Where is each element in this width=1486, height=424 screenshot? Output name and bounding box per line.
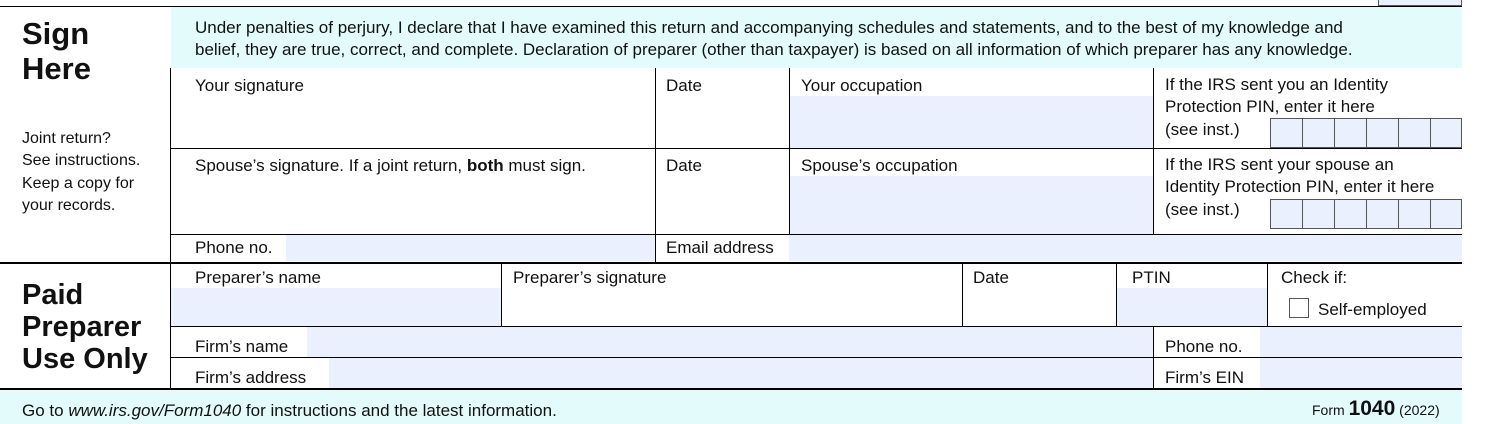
preparer-signature-field[interactable]: [502, 288, 962, 326]
email-field[interactable]: [789, 235, 1462, 261]
your-signature-field[interactable]: [171, 96, 655, 148]
spouse-signature-label: Spouse’s signature. If a joint return, both must sign.: [195, 156, 586, 175]
prev-pin-remnant: [1378, 0, 1462, 6]
preparer-heading: Preparer: [22, 311, 142, 343]
ip-pin-spouse-line-1: If the IRS sent your spouse an: [1165, 155, 1394, 174]
your-occupation-field[interactable]: [790, 96, 1153, 148]
phone-field[interactable]: [286, 235, 655, 261]
firm-address-field[interactable]: [329, 358, 1153, 388]
spouse-date-label: Date: [666, 156, 702, 175]
firm-address-label: Firm’s address: [195, 368, 307, 387]
joint-return-note-3: Keep a copy for: [22, 175, 135, 192]
preparer-signature-label: Preparer’s signature: [513, 268, 667, 287]
self-employed-checkbox[interactable]: [1289, 298, 1309, 318]
here-heading: Here: [22, 51, 91, 86]
declaration-line-1: Under penalties of perjury, I declare that I have examined this return and accompanying schedules and statements, and to the best of my knowledge and: [195, 18, 1343, 37]
paid-heading: Paid: [22, 279, 84, 311]
use-only-heading: Use Only: [22, 343, 148, 375]
your-signature-label: Your signature: [195, 76, 305, 95]
preparer-date-label: Date: [973, 268, 1009, 287]
joint-return-note-2: See instructions.: [22, 152, 141, 169]
joint-return-note-4: your records.: [22, 197, 116, 214]
ip-pin-you-input[interactable]: [1270, 118, 1462, 148]
form-id: Form 1040 (2022): [1312, 397, 1440, 420]
joint-return-note-1: Joint return?: [22, 130, 111, 147]
firm-ein-label: Firm’s EIN: [1165, 368, 1245, 387]
email-label: Email address: [666, 238, 774, 257]
firm-name-field[interactable]: [307, 327, 1153, 357]
your-date-field[interactable]: [656, 96, 789, 148]
sign-heading: Sign: [22, 16, 90, 51]
section-divider: [0, 262, 1462, 264]
phone-label: Phone no.: [195, 238, 273, 257]
self-employed-label: Self-employed: [1318, 300, 1427, 319]
ip-pin-you-line-1: If the IRS sent you an Identity: [1165, 75, 1389, 94]
check-if-label: Check if:: [1281, 268, 1348, 287]
ip-pin-you-line-3: (see inst.): [1165, 120, 1240, 139]
preparer-date-field[interactable]: [963, 288, 1116, 326]
spouse-occupation-field[interactable]: [790, 176, 1153, 234]
ip-pin-spouse-line-3: (see inst.): [1165, 200, 1240, 219]
preparer-name-field[interactable]: [171, 288, 501, 326]
irs-link[interactable]: www.irs.gov/Form1040: [68, 401, 242, 420]
check-left-rule: [1267, 264, 1268, 326]
row1-bottom-rule: [171, 148, 1462, 149]
footer-instructions: Go to www.irs.gov/Form1040 for instructions and the latest information.: [22, 401, 557, 420]
firm-phone-field[interactable]: [1260, 327, 1462, 357]
ptin-label: PTIN: [1132, 268, 1171, 287]
firm-phone-label: Phone no.: [1165, 337, 1243, 356]
spouse-signature-field[interactable]: [171, 176, 655, 234]
pin-left-rule: [1153, 68, 1154, 234]
ptin-field[interactable]: [1117, 288, 1267, 326]
ip-pin-spouse-line-2: Identity Protection PIN, enter it here: [1165, 177, 1435, 196]
your-occupation-label: Your occupation: [801, 76, 923, 95]
firm-ein-field[interactable]: [1260, 358, 1462, 388]
email-left-rule: [655, 234, 656, 262]
firm-name-label: Firm’s name: [195, 337, 289, 356]
preparer-name-label: Preparer’s name: [195, 268, 321, 287]
spouse-date-field[interactable]: [656, 176, 789, 234]
your-date-label: Date: [666, 76, 702, 95]
declaration-line-2: belief, they are true, correct, and complete. Declaration of preparer (other than taxpayer) is based on all information of which preparer has any knowledge.: [195, 40, 1353, 59]
spouse-occupation-label: Spouse’s occupation: [801, 156, 958, 175]
ip-pin-spouse-input[interactable]: [1270, 199, 1462, 229]
ip-pin-you-line-2: Protection PIN, enter it here: [1165, 97, 1375, 116]
